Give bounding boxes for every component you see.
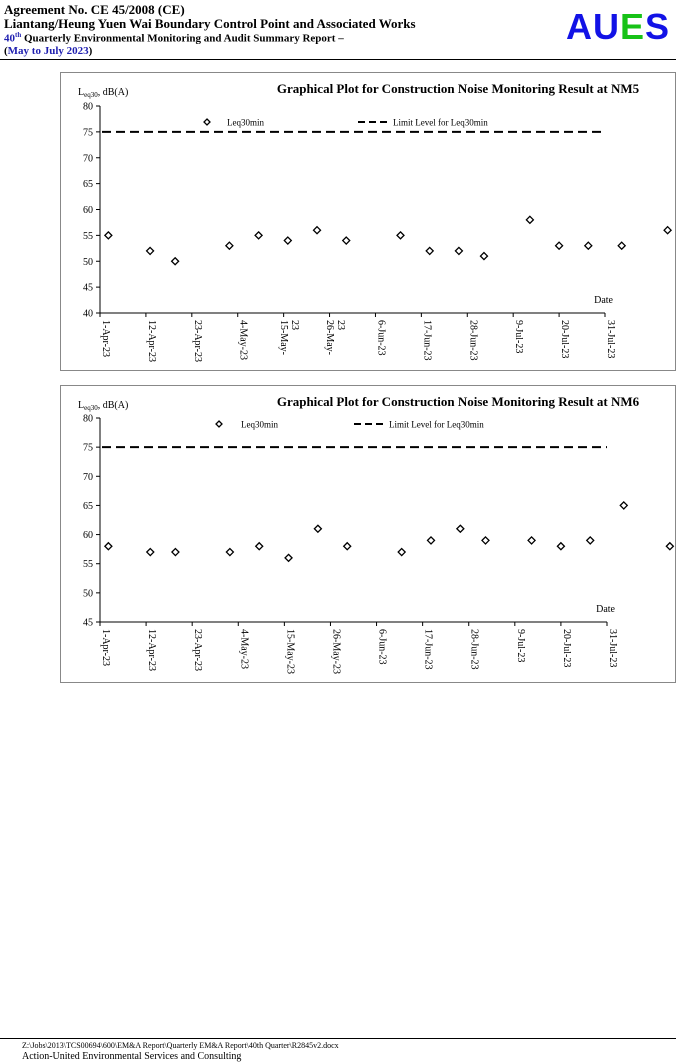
chart2-title: Graphical Plot for Construction Noise Monitoring Result at NM6 xyxy=(276,394,640,409)
chart1-data-point xyxy=(426,247,433,254)
chart1-x-tick-label: 6-Jun-23 xyxy=(375,320,387,356)
chart1-y-tick-label: 55 xyxy=(83,230,93,242)
chart2-y-tick-label: 60 xyxy=(83,530,93,542)
report-period-line xyxy=(4,45,92,57)
nm6-noise-chart xyxy=(60,385,676,683)
chart2-x-tick-label: 17-Jun-23 xyxy=(422,629,434,670)
chart2-y-tick-label: 50 xyxy=(83,588,93,600)
chart1-x-tick-label: 9-Jul-23 xyxy=(513,320,525,354)
chart1-x-tick-label: 23 xyxy=(335,320,347,330)
chart2-y-axis-label xyxy=(78,400,128,412)
period-close-paren: ) xyxy=(88,45,93,57)
chart2-x-tick-label: 31-Jul-23 xyxy=(607,629,618,668)
chart1-title: Graphical Plot for Construction Noise Monitoring Result at NM5 xyxy=(276,81,640,96)
chart1-legend-label-limit: Limit Level for Leq30min xyxy=(393,117,488,128)
chart1-y-label-rest: , dB(A) xyxy=(97,87,129,98)
chart2-x-tick-label: 12-Apr-23 xyxy=(146,629,158,672)
chart2-data-point xyxy=(428,537,435,544)
chart2-data-point xyxy=(105,543,112,550)
logo-letter-s: S xyxy=(644,6,670,47)
chart2-legend-marker-leq30min xyxy=(216,421,222,427)
chart2-y-label-sub: eq30 xyxy=(84,404,98,412)
chart1-x-tick-label: 26-May- xyxy=(324,320,336,355)
chart1-data-point xyxy=(618,242,625,249)
chart1-y-label-base: L xyxy=(78,87,85,98)
report-header xyxy=(4,2,672,60)
chart1-x-tick-label: 15-May- xyxy=(278,320,290,355)
chart1-data-point xyxy=(343,237,350,244)
chart2-data-point xyxy=(285,554,292,561)
project-title: Liantang/Heung Yuen Wai Boundary Control Point and Associated Works xyxy=(4,16,416,31)
chart1-y-tick-label: 45 xyxy=(83,282,93,294)
chart1-data-point xyxy=(314,227,321,234)
chart1-data-point xyxy=(526,216,533,223)
chart1-x-tick-label: 23 xyxy=(289,320,301,330)
chart1-data-point xyxy=(226,242,233,249)
chart2-data-point xyxy=(147,549,154,556)
chart1-data-point xyxy=(480,253,487,260)
chart2-data-point xyxy=(398,549,405,556)
chart2-data-point xyxy=(314,525,321,532)
chart1-x-tick-label: 12-Apr-23 xyxy=(145,320,157,363)
chart2-x-tick-label: 15-May-23 xyxy=(284,629,296,674)
chart1-x-axis-label: Date xyxy=(594,295,613,306)
chart2-x-axis-label: Date xyxy=(596,604,615,615)
chart2-y-tick-label: 55 xyxy=(83,559,93,571)
chart1-y-tick-label: 60 xyxy=(83,205,93,216)
chart1-data-point xyxy=(556,242,563,249)
footer-file-path: Z:\Jobs\2013\TCS00694\600\EM&A Report\Quarterly EM&A Report\40th Quarter\R2845v2.docx xyxy=(22,1041,339,1050)
chart1-data-point xyxy=(255,232,262,239)
chart2-data-point xyxy=(172,549,179,556)
chart2-y-label-base: L xyxy=(78,400,85,411)
chart2-x-tick-label: 9-Jul-23 xyxy=(514,629,526,663)
chart2-x-tick-label: 4-May-23 xyxy=(238,629,250,669)
chart1-data-point xyxy=(284,237,291,244)
chart1-data-point xyxy=(664,227,671,234)
chart1-data-point xyxy=(172,258,179,265)
chart1-y-tick-label: 50 xyxy=(83,256,93,268)
period-open-paren: ( xyxy=(4,45,8,57)
footer-divider xyxy=(0,1038,676,1039)
chart2-y-tick-label: 65 xyxy=(83,500,93,512)
chart1-x-tick-label: 17-Jun-23 xyxy=(421,320,433,361)
footer-company: Action-United Environmental Services and Consulting xyxy=(22,1051,242,1062)
chart2-data-point xyxy=(620,502,627,509)
chart2-data-point xyxy=(457,525,464,532)
chart2-legend-label-limit: Limit Level for Leq30min xyxy=(389,419,484,430)
chart2-x-tick-label: 23-Apr-23 xyxy=(192,629,204,672)
chart2-x-tick-label: 1-Apr-23 xyxy=(100,629,111,667)
chart1-x-tick-label: 23-Apr-23 xyxy=(191,320,203,363)
logo-letter-a: A xyxy=(565,6,593,47)
chart1-y-tick-label: 80 xyxy=(83,101,93,113)
nm5-noise-chart xyxy=(60,72,676,371)
report-period: May to July 2023 xyxy=(7,45,89,57)
chart1-data-point xyxy=(585,242,592,249)
chart2-data-point xyxy=(557,543,564,550)
chart1-x-tick-label: 28-Jun-23 xyxy=(467,320,479,361)
chart1-legend-marker-leq30min xyxy=(204,119,210,125)
chart2-legend-label-leq30min: Leq30min xyxy=(241,419,278,430)
report-title-line xyxy=(4,31,344,45)
nm6-chart-svg xyxy=(61,386,675,682)
chart1-data-point xyxy=(105,232,112,239)
agreement-number: Agreement No. CE 45/2008 (CE) xyxy=(4,2,185,17)
chart2-y-tick-label: 45 xyxy=(83,617,93,629)
nm5-chart-svg xyxy=(61,73,675,370)
report-number-suffix: th xyxy=(15,31,22,39)
report-number: 40 xyxy=(4,32,15,45)
chart1-data-point xyxy=(147,247,154,254)
chart1-x-tick-label: 20-Jul-23 xyxy=(559,320,571,359)
chart1-x-tick-label: 31-Jul-23 xyxy=(605,320,616,359)
chart2-x-tick-label: 6-Jun-23 xyxy=(376,629,388,665)
chart2-data-point xyxy=(666,543,673,550)
logo-letter-u: U xyxy=(592,6,620,47)
aues-logo xyxy=(566,7,670,47)
chart2-y-tick-label: 75 xyxy=(83,442,93,454)
chart1-y-tick-label: 70 xyxy=(83,153,93,165)
chart1-y-label-sub: eq30 xyxy=(84,91,98,99)
chart2-data-point xyxy=(256,543,263,550)
chart2-y-tick-label: 70 xyxy=(83,471,93,483)
chart2-x-tick-label: 26-May-23 xyxy=(330,629,342,674)
chart1-y-tick-label: 40 xyxy=(83,308,93,320)
header-divider xyxy=(0,59,676,60)
chart1-y-axis-label xyxy=(78,87,128,99)
chart2-y-label-rest: , dB(A) xyxy=(97,400,129,411)
chart1-y-tick-label: 75 xyxy=(83,127,93,139)
logo-letter-e: E xyxy=(619,6,645,47)
chart2-data-point xyxy=(587,537,594,544)
chart2-data-point xyxy=(344,543,351,550)
chart1-legend-label-leq30min: Leq30min xyxy=(227,117,264,128)
chart2-x-tick-label: 28-Jun-23 xyxy=(468,629,480,670)
chart1-x-tick-label: 1-Apr-23 xyxy=(100,320,111,358)
chart1-y-tick-label: 65 xyxy=(83,179,93,191)
chart2-y-tick-label: 80 xyxy=(83,413,93,425)
chart2-data-point xyxy=(528,537,535,544)
chart1-data-point xyxy=(455,247,462,254)
chart1-data-point xyxy=(397,232,404,239)
chart2-data-point xyxy=(482,537,489,544)
chart1-x-tick-label: 4-May-23 xyxy=(237,320,249,360)
chart2-x-tick-label: 20-Jul-23 xyxy=(560,629,572,668)
chart2-data-point xyxy=(226,549,233,556)
report-title: Quarterly Environmental Monitoring and Audit Summary Report – xyxy=(21,32,344,45)
